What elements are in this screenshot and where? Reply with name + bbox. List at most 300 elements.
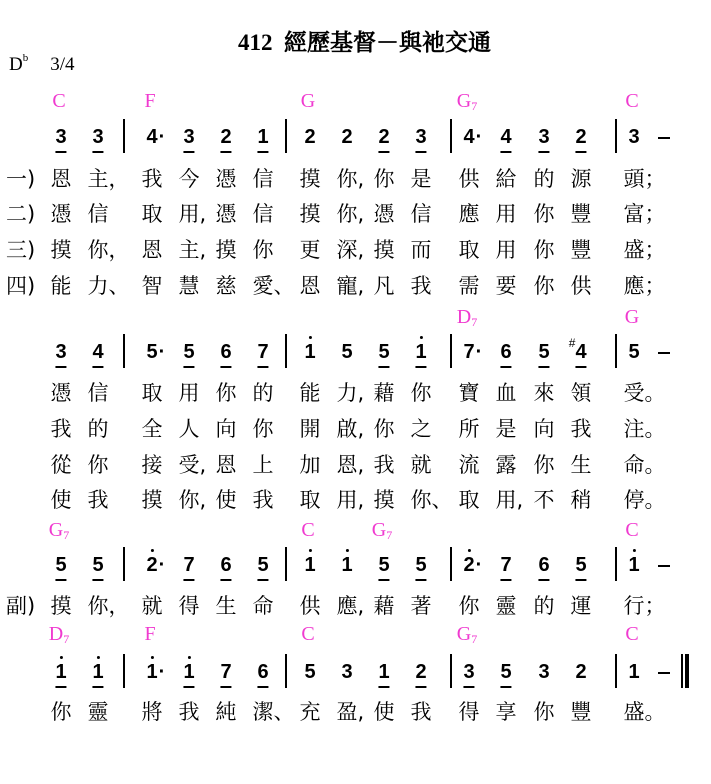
lyric-syllable	[253, 381, 274, 405]
barline	[450, 547, 452, 581]
note	[378, 341, 389, 369]
lyric-char: 信	[87, 202, 109, 226]
lyric-syllable	[411, 202, 432, 226]
lyric-syllable	[216, 274, 237, 298]
lyric-syllable	[459, 381, 480, 405]
note	[146, 341, 166, 369]
lyric-syllable	[300, 700, 321, 724]
lyric-char: 使	[215, 488, 237, 512]
note	[304, 554, 315, 582]
note-digit: 5	[55, 554, 66, 581]
lyric-char: 我	[570, 417, 592, 441]
lyric-syllable	[496, 202, 517, 226]
lyric-char: 受	[178, 453, 200, 477]
lyric-char: 向	[215, 417, 237, 441]
chord-symbol	[144, 91, 155, 112]
lyric-punctuation: ,	[199, 453, 207, 477]
lyric-punctuation: 。	[644, 417, 666, 441]
lyric-punctuation: ,	[357, 417, 365, 441]
lyric-syllable	[88, 488, 109, 512]
lyric-char: 你	[533, 202, 555, 226]
lyric-char: 供	[299, 594, 321, 618]
lyric-punctuation: ,	[357, 453, 365, 477]
note-digit: 3	[341, 661, 353, 683]
note-digit: 1	[257, 126, 268, 153]
lyric-char: 你	[336, 167, 358, 191]
lyric-syllable	[216, 488, 237, 512]
chord-symbol	[49, 624, 69, 645]
note-digit: 2	[304, 126, 316, 148]
lyric-char: 寵	[336, 274, 358, 298]
note-digit: 3	[538, 126, 549, 153]
lyric-syllable	[534, 594, 555, 618]
lyric-char: 取	[458, 238, 480, 262]
lyric-char: 取	[141, 381, 163, 405]
note	[183, 126, 194, 154]
lyric-char: 將	[141, 700, 163, 724]
lyric-syllable	[496, 594, 517, 618]
lyric-syllable	[87, 594, 130, 618]
lyric-syllable	[571, 453, 592, 477]
lyric-char: 凡	[373, 274, 395, 298]
key-signature	[9, 52, 75, 76]
lyric-char: 用	[178, 381, 200, 405]
note-digit: 1	[304, 554, 315, 579]
lyric-syllable	[459, 274, 480, 298]
lyric-syllable	[623, 488, 666, 512]
lyric-syllable	[571, 381, 592, 405]
lyric-char: 力	[336, 381, 358, 405]
lyric-char: 生	[215, 594, 237, 618]
lyric-punctuation: ；	[644, 274, 666, 298]
lyric-char: 寶	[458, 381, 480, 405]
lyric-syllable	[179, 167, 200, 191]
lyric-syllable	[216, 381, 237, 405]
lyric-char: 純	[215, 700, 237, 724]
lyric-syllable	[374, 202, 395, 226]
barline	[123, 119, 125, 153]
barline	[450, 654, 452, 688]
lyric-char: 藉	[373, 594, 395, 618]
final-barline	[685, 654, 689, 688]
lyric-char: 憑	[373, 202, 395, 226]
lyric-syllable	[142, 167, 163, 191]
lyric-syllable	[300, 202, 321, 226]
note	[257, 554, 268, 582]
lyric-char: 我	[87, 488, 109, 512]
lyric-syllable	[88, 202, 109, 226]
lyric-syllable	[252, 274, 295, 298]
lyric-char: 的	[533, 167, 555, 191]
lyric-char: 信	[252, 202, 274, 226]
lyric-syllable	[411, 274, 432, 298]
lyric-syllable	[253, 453, 274, 477]
note	[92, 126, 103, 154]
augmentation-dot: ·	[475, 554, 483, 576]
lyric-syllable	[253, 202, 274, 226]
lyric-syllable	[51, 202, 72, 226]
note	[575, 126, 586, 154]
lyric-syllable	[571, 238, 592, 262]
lyric-punctuation: ,	[357, 488, 365, 512]
barline	[615, 334, 617, 368]
lyric-syllable	[142, 453, 163, 477]
lyric-char: 用	[495, 488, 517, 512]
lyric-syllable	[252, 700, 295, 724]
lyric-syllable	[336, 488, 365, 512]
lyric-char: 盈	[336, 700, 358, 724]
note	[378, 554, 389, 582]
lyric-syllable	[571, 700, 592, 724]
augmentation-dot: ·	[158, 126, 166, 148]
lyric-punctuation: ,	[357, 381, 365, 405]
note	[341, 661, 352, 689]
chord-symbol	[457, 307, 477, 328]
note	[146, 661, 166, 689]
note-digit: 5	[92, 554, 103, 581]
lyric-syllable	[336, 700, 365, 724]
lyric-syllable	[374, 167, 395, 191]
note-digit: 6	[500, 341, 511, 368]
lyric-char: 全	[141, 417, 163, 441]
lyric-punctuation: 。	[644, 453, 666, 477]
lyric-syllable	[87, 167, 130, 191]
chord-extension: 7	[63, 528, 70, 542]
note-digit: 3	[183, 126, 194, 153]
chord-symbol	[457, 91, 477, 112]
lyric-char: 露	[495, 453, 517, 477]
lyric-char: 能	[299, 381, 321, 405]
note	[538, 126, 549, 154]
lyric-char: 你	[252, 238, 274, 262]
lyric-char: 從	[50, 453, 72, 477]
lyric-syllable	[336, 238, 365, 262]
lyric-syllable	[411, 238, 432, 262]
lyric-char: 靈	[87, 700, 109, 724]
note	[463, 126, 483, 154]
lyric-char: 生	[570, 453, 592, 477]
lyric-char: 啟	[336, 417, 358, 441]
hold-dash	[658, 137, 670, 139]
lyric-syllable	[374, 594, 395, 618]
verse-label: 一)	[6, 167, 36, 191]
lyric-char: 豐	[570, 238, 592, 262]
note-digit: 6	[220, 554, 231, 581]
lyric-syllable	[88, 453, 109, 477]
note-digit: 1	[92, 661, 103, 688]
note-digit: 5	[575, 554, 586, 581]
note	[146, 554, 166, 582]
note-digit: 4 ·	[146, 126, 166, 148]
lyric-punctuation: ,	[357, 594, 365, 618]
lyric-syllable	[300, 453, 321, 477]
chord-symbol	[625, 520, 638, 541]
lyric-punctuation: ,	[357, 202, 365, 226]
lyric-syllable	[459, 488, 480, 512]
lyric-char: 得	[178, 594, 200, 618]
lyric-char: 摸	[299, 202, 321, 226]
lyric-char: 恩	[215, 453, 237, 477]
lyric-char: 摸	[299, 167, 321, 191]
chord-name: G	[624, 306, 640, 328]
lyric-punctuation: ,	[357, 167, 365, 191]
lyric-syllable	[178, 453, 207, 477]
lyric-syllable	[142, 381, 163, 405]
barline	[285, 654, 287, 688]
lyric-syllable	[534, 453, 555, 477]
lyric-char: 盛	[623, 700, 645, 724]
chord-symbol	[144, 624, 155, 645]
lyric-char: 信	[410, 202, 432, 226]
note	[628, 661, 639, 689]
lyric-char: 我	[410, 274, 432, 298]
note-digit: 1	[628, 554, 639, 579]
note	[220, 341, 231, 369]
note	[304, 126, 315, 154]
chord-symbol	[52, 91, 65, 112]
chord-name: D	[456, 306, 472, 328]
lyric-char: 憑	[50, 381, 72, 405]
note	[257, 661, 268, 689]
lyric-char: 享	[495, 700, 517, 724]
note	[538, 554, 549, 582]
note-digit: 3	[92, 126, 103, 153]
lyric-char: 憑	[215, 167, 237, 191]
lyric-syllable	[336, 167, 365, 191]
lyric-punctuation: 、	[273, 274, 295, 298]
chord-name: F	[144, 623, 156, 645]
lyric-char: 慧	[178, 274, 200, 298]
lyric-syllable	[51, 274, 72, 298]
high-octave-dot	[188, 656, 191, 659]
note	[146, 126, 166, 154]
note-digit: 2 ·	[146, 554, 157, 579]
barline	[681, 654, 683, 688]
barline	[123, 547, 125, 581]
lyric-syllable	[178, 488, 207, 512]
hold-dash	[658, 352, 670, 354]
lyric-syllable	[374, 238, 395, 262]
lyric-punctuation: ,	[357, 700, 365, 724]
lyric-char: 注	[623, 417, 645, 441]
note-digit: 1	[415, 341, 426, 368]
note-digit: 7	[500, 554, 511, 581]
note	[257, 126, 268, 154]
augmentation-dot: ·	[475, 126, 483, 148]
note	[538, 341, 549, 369]
lyric-char: 愛	[252, 274, 274, 298]
barline	[615, 547, 617, 581]
lyric-punctuation: ，	[108, 594, 130, 618]
note	[500, 554, 511, 582]
note	[92, 554, 103, 582]
lyric-char: 恩	[50, 167, 72, 191]
lyric-syllable	[216, 417, 237, 441]
lyric-syllable	[571, 594, 592, 618]
note-digit: 1	[378, 661, 389, 688]
lyric-punctuation: 。	[644, 488, 666, 512]
note	[55, 661, 66, 689]
lyric-char: 恩	[141, 238, 163, 262]
lyric-char: 更	[299, 238, 321, 262]
lyric-char: 給	[495, 167, 517, 191]
note-digit: 7	[257, 341, 268, 368]
chord-symbol	[301, 520, 314, 541]
lyric-syllable	[300, 594, 321, 618]
lyric-char: 停	[623, 488, 645, 512]
lyric-syllable	[178, 238, 207, 262]
note-digit: 2	[415, 661, 426, 688]
lyric-char: 需	[458, 274, 480, 298]
lyric-syllable	[142, 202, 163, 226]
barline	[450, 334, 452, 368]
lyric-syllable	[571, 202, 592, 226]
high-octave-dot	[420, 336, 423, 339]
lyric-syllable	[534, 167, 555, 191]
lyric-char: 之	[410, 417, 432, 441]
lyric-char: 用	[495, 202, 517, 226]
lyric-char: 摸	[373, 488, 395, 512]
lyric-syllable	[336, 453, 365, 477]
high-octave-dot	[151, 549, 154, 552]
chord-name: C	[625, 519, 639, 541]
lyric-syllable	[88, 417, 109, 441]
lyric-syllable	[179, 594, 200, 618]
note	[415, 661, 426, 689]
lyric-char: 的	[533, 594, 555, 618]
note	[378, 661, 389, 689]
note	[415, 341, 426, 369]
note-digit: 5	[378, 341, 389, 368]
lyric-syllable	[216, 594, 237, 618]
lyric-punctuation: 、	[431, 488, 453, 512]
lyric-syllable	[411, 417, 432, 441]
lyric-char: 藉	[373, 381, 395, 405]
lyric-char: 領	[570, 381, 592, 405]
lyric-char: 摸	[141, 488, 163, 512]
lyric-syllable	[179, 381, 200, 405]
lyric-syllable	[51, 488, 72, 512]
lyric-syllable	[216, 238, 237, 262]
lyric-syllable	[253, 167, 274, 191]
note	[220, 554, 231, 582]
note-digit: 2	[220, 126, 231, 153]
lyric-syllable	[216, 453, 237, 477]
note	[220, 126, 231, 154]
lyric-char: 就	[410, 453, 432, 477]
note-digit: 2	[575, 661, 587, 683]
lyric-syllable	[374, 488, 395, 512]
lyric-char: 你	[87, 453, 109, 477]
lyric-syllable	[459, 594, 480, 618]
note-digit: 6	[257, 661, 268, 688]
lyric-syllable	[459, 453, 480, 477]
lyric-syllable	[142, 274, 163, 298]
lyric-syllable	[300, 488, 321, 512]
lyric-char: 向	[533, 417, 555, 441]
lyric-punctuation: ,	[199, 238, 207, 262]
note-digit: 2	[341, 126, 353, 148]
note	[92, 341, 103, 369]
lyric-syllable	[496, 167, 517, 191]
note	[183, 341, 194, 369]
lyric-char: 豐	[570, 700, 592, 724]
lyric-char: 你	[533, 238, 555, 262]
note	[568, 336, 587, 369]
lyric-char: 取	[299, 488, 321, 512]
lyric-syllable	[88, 700, 109, 724]
lyric-syllable	[336, 594, 365, 618]
lyric-char: 我	[373, 453, 395, 477]
lyric-syllable	[51, 381, 72, 405]
lyric-char: 摸	[50, 238, 72, 262]
lyric-punctuation: ,	[357, 274, 365, 298]
lyric-syllable	[88, 381, 109, 405]
lyric-syllable	[459, 700, 480, 724]
note-digit: 3	[415, 126, 426, 153]
chord-name: G	[456, 623, 472, 645]
lyric-syllable	[571, 274, 592, 298]
lyric-char: 命	[623, 453, 645, 477]
lyric-syllable	[336, 417, 365, 441]
lyric-char: 得	[458, 700, 480, 724]
lyric-char: 你	[410, 488, 432, 512]
lyric-char: 流	[458, 453, 480, 477]
note-digit: 6	[538, 554, 549, 581]
note	[55, 554, 66, 582]
barline	[123, 654, 125, 688]
lyric-punctuation: ，	[108, 167, 130, 191]
high-octave-dot	[633, 549, 636, 552]
lyric-syllable	[374, 453, 395, 477]
lyric-syllable	[496, 453, 517, 477]
note	[55, 341, 66, 369]
verse-label: 二)	[6, 202, 36, 226]
note	[220, 661, 231, 689]
lyric-char: 深	[336, 238, 358, 262]
note-digit: 2 ·	[463, 554, 474, 579]
high-octave-dot	[60, 656, 63, 659]
lyric-char: 行	[623, 594, 645, 618]
chord-name: C	[301, 519, 315, 541]
note	[304, 661, 315, 689]
note	[628, 341, 639, 369]
lyric-syllable	[179, 274, 200, 298]
lyric-syllable	[374, 274, 395, 298]
lyric-char: 你	[373, 167, 395, 191]
lyric-punctuation: ；	[644, 238, 666, 262]
lyric-syllable	[623, 274, 666, 298]
chord-symbol	[372, 520, 392, 541]
lyric-char: 人	[178, 417, 200, 441]
lyric-char: 你	[533, 274, 555, 298]
lyric-char: 你	[533, 453, 555, 477]
note-digit: 5	[304, 661, 316, 683]
lyric-char: 能	[50, 274, 72, 298]
high-octave-dot	[309, 336, 312, 339]
note-digit: 3	[463, 661, 474, 688]
lyric-syllable	[623, 700, 666, 724]
lyric-syllable	[300, 238, 321, 262]
lyric-char: 盛	[623, 238, 645, 262]
chord-name: G	[371, 519, 387, 541]
lyric-char: 應	[623, 274, 645, 298]
lyric-char: 的	[87, 417, 109, 441]
lyric-char: 是	[410, 167, 432, 191]
lyric-char: 憑	[50, 202, 72, 226]
lyric-char: 我	[252, 488, 274, 512]
lyric-char: 開	[299, 417, 321, 441]
